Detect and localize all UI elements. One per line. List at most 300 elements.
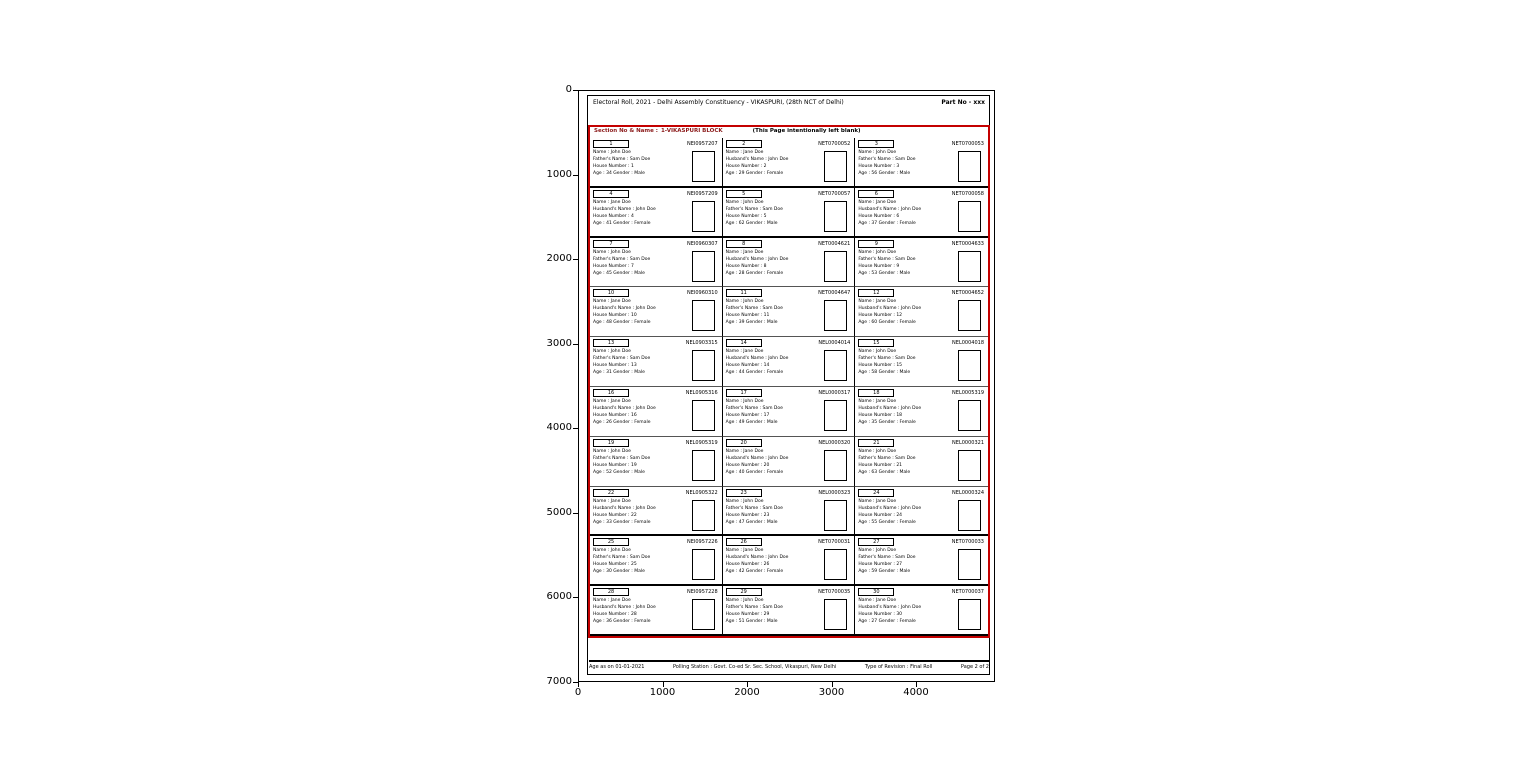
voter-details bbox=[858, 150, 952, 178]
epic-id: NET0700057 bbox=[818, 190, 851, 197]
voter-card bbox=[590, 487, 723, 537]
voter-detail-line: Age : 52 Gender : Male bbox=[593, 469, 645, 475]
y-tick-label: 3000 bbox=[546, 337, 572, 349]
photo-box bbox=[692, 300, 715, 331]
voter-detail-line: House Number : 9 bbox=[858, 263, 900, 269]
photo-box bbox=[958, 400, 981, 431]
voter-detail-line: Name : Jane Doe bbox=[858, 498, 897, 504]
voter-detail-line: Father's Name : Sam Doe bbox=[858, 256, 916, 262]
voter-detail-line: Name : Jane Doe bbox=[593, 199, 631, 205]
voter-detail-line: Age : 39 Gender : Male bbox=[725, 320, 778, 326]
voter-detail-line: Age : 29 Gender : Female bbox=[725, 170, 784, 176]
epic-id: NEL0005319 bbox=[952, 389, 984, 396]
voter-detail-line: Name : Jane Doe bbox=[593, 498, 631, 504]
voter-detail-line: House Number : 2 bbox=[725, 163, 767, 169]
voter-details bbox=[858, 548, 952, 576]
voter-detail-line: House Number : 15 bbox=[858, 363, 903, 369]
voter-detail-line: Husband's Name : John Doe bbox=[858, 306, 922, 312]
voter-detail-line: Name : John Doe bbox=[725, 199, 764, 205]
voter-detail-line: Name : Jane Doe bbox=[858, 398, 897, 404]
voter-detail-line: Age : 41 Gender : Female bbox=[593, 220, 651, 226]
serial-number-box: 12 bbox=[858, 289, 894, 297]
photo-box bbox=[824, 201, 847, 232]
x-tick-label: 3000 bbox=[818, 687, 845, 698]
voter-detail-line: Husband's Name : John Doe bbox=[858, 206, 922, 212]
photo-box bbox=[692, 400, 715, 431]
voter-detail-line: House Number : 16 bbox=[593, 412, 637, 418]
voter-detail-line: Husband's Name : John Doe bbox=[725, 256, 789, 262]
voter-details bbox=[858, 250, 952, 278]
epic-id: NEL0905322 bbox=[685, 489, 718, 496]
voter-details bbox=[593, 299, 686, 327]
voter-detail-line: House Number : 1 bbox=[593, 163, 634, 169]
epic-id: NET0700033 bbox=[951, 539, 984, 546]
voter-detail-line: House Number : 14 bbox=[725, 363, 770, 369]
x-tick-mark bbox=[663, 682, 664, 687]
voter-card bbox=[723, 138, 856, 188]
voter-detail-line: Age : 37 Gender : Female bbox=[858, 220, 916, 226]
voter-detail-line: Father's Name : Sam Doe bbox=[858, 555, 916, 561]
epic-id: NET0004652 bbox=[951, 290, 984, 297]
epic-id: NEI0957228 bbox=[687, 589, 718, 596]
voter-detail-line: Age : 51 Gender : Male bbox=[725, 619, 778, 625]
epic-id: NEL0000321 bbox=[952, 439, 984, 446]
serial-number-box: 19 bbox=[593, 439, 629, 447]
voter-detail-line: House Number : 28 bbox=[593, 612, 637, 618]
voter-detail-line: Name : John Doe bbox=[593, 548, 631, 554]
photo-box bbox=[958, 151, 981, 182]
voter-detail-line: Age : 53 Gender : Male bbox=[858, 270, 911, 276]
voter-card bbox=[855, 337, 988, 387]
voter-details bbox=[593, 399, 686, 427]
voter-card bbox=[590, 188, 723, 238]
voter-detail-line: Husband's Name : John Doe bbox=[593, 306, 656, 312]
epic-id: NET0700058 bbox=[951, 190, 984, 197]
voter-detail-line: Name : John Doe bbox=[858, 349, 897, 355]
voter-detail-line: Father's Name : Sam Doe bbox=[593, 256, 651, 262]
voter-detail-line: Name : John Doe bbox=[725, 598, 764, 604]
photo-box bbox=[958, 549, 981, 580]
epic-id: NET0700037 bbox=[951, 589, 984, 596]
voter-detail-line: House Number : 10 bbox=[593, 313, 637, 319]
voter-detail-line: Name : John Doe bbox=[725, 398, 764, 404]
voter-detail-line: Name : Jane Doe bbox=[725, 249, 764, 255]
voter-detail-line: House Number : 8 bbox=[725, 263, 767, 269]
voter-card bbox=[723, 337, 856, 387]
voter-detail-line: Age : 28 Gender : Female bbox=[725, 270, 784, 276]
voter-card bbox=[723, 487, 856, 537]
photo-box bbox=[692, 201, 715, 232]
voter-detail-line: House Number : 6 bbox=[858, 213, 900, 219]
voter-detail-line: Age : 35 Gender : Female bbox=[858, 419, 916, 425]
voter-detail-line: Father's Name : Sam Doe bbox=[593, 455, 651, 461]
voter-detail-line: House Number : 5 bbox=[725, 213, 767, 219]
voter-detail-line: Father's Name : Sam Doe bbox=[593, 555, 651, 561]
serial-number-box: 25 bbox=[593, 538, 629, 546]
voter-detail-line: House Number : 7 bbox=[593, 263, 634, 269]
voter-details bbox=[593, 150, 686, 178]
serial-number-box: 16 bbox=[593, 389, 629, 397]
photo-box bbox=[692, 599, 715, 630]
serial-number-box: 13 bbox=[593, 339, 629, 347]
voter-card bbox=[723, 387, 856, 437]
voter-detail-line: Name : John Doe bbox=[593, 249, 631, 255]
voter-details bbox=[858, 399, 952, 427]
voter-detail-line: Age : 42 Gender : Female bbox=[725, 569, 784, 575]
voter-detail-line: Name : Jane Doe bbox=[858, 299, 897, 305]
photo-box bbox=[692, 251, 715, 282]
voter-detail-line: Father's Name : Sam Doe bbox=[725, 405, 783, 411]
voter-detail-line: Name : John Doe bbox=[725, 299, 764, 305]
photo-box bbox=[824, 300, 847, 331]
epic-id: NEL0905319 bbox=[685, 439, 718, 446]
voter-card bbox=[723, 437, 856, 487]
serial-number-box: 27 bbox=[858, 538, 894, 546]
serial-number-box: 14 bbox=[726, 339, 762, 347]
document-title: Electoral Roll, 2021 - Delhi Assembly Constituency - VIKASPURI, (28th NCT of Delhi) bbox=[593, 99, 844, 106]
photo-box bbox=[958, 450, 981, 481]
voter-details bbox=[593, 598, 686, 626]
serial-number-box: 24 bbox=[858, 489, 894, 497]
voter-detail-line: Name : John Doe bbox=[593, 349, 631, 355]
voter-detail-line: Age : 36 Gender : Female bbox=[593, 619, 651, 625]
document-footer bbox=[589, 664, 989, 670]
voter-card bbox=[590, 536, 723, 586]
voter-detail-line: Name : Jane Doe bbox=[858, 199, 897, 205]
photo-box bbox=[824, 500, 847, 531]
x-tick-label: 1000 bbox=[649, 687, 676, 698]
voter-detail-line: Age : 56 Gender : Male bbox=[858, 170, 911, 176]
voter-detail-line: House Number : 18 bbox=[858, 412, 903, 418]
voter-detail-line: Father's Name : Sam Doe bbox=[725, 505, 783, 511]
epic-id: NEL0000317 bbox=[818, 389, 851, 396]
voter-detail-line: Husband's Name : John Doe bbox=[593, 605, 656, 611]
serial-number-box: 28 bbox=[593, 588, 629, 596]
photo-box bbox=[692, 500, 715, 531]
voter-details bbox=[726, 349, 819, 377]
footer-rule bbox=[589, 660, 989, 662]
voter-detail-line: Husband's Name : John Doe bbox=[593, 405, 656, 411]
voter-details bbox=[726, 598, 819, 626]
serial-number-box: 4 bbox=[593, 190, 629, 198]
voter-card bbox=[855, 586, 988, 636]
voter-detail-line: Name : John Doe bbox=[858, 548, 897, 554]
voter-details bbox=[726, 299, 819, 327]
serial-number-box: 22 bbox=[593, 489, 629, 497]
serial-number-box: 18 bbox=[858, 389, 894, 397]
voter-detail-line: Name : John Doe bbox=[593, 150, 631, 155]
serial-number-box: 6 bbox=[858, 190, 894, 198]
serial-number-box: 21 bbox=[858, 439, 894, 447]
part-number: Part No - xxx bbox=[941, 99, 985, 106]
serial-number-box: 8 bbox=[726, 240, 762, 248]
voter-detail-line: Name : John Doe bbox=[593, 448, 631, 454]
photo-box bbox=[692, 350, 715, 381]
y-tick-label: 4000 bbox=[546, 422, 572, 433]
voter-detail-line: Father's Name : Sam Doe bbox=[593, 356, 651, 362]
photo-box bbox=[958, 300, 981, 331]
voter-detail-line: Husband's Name : John Doe bbox=[725, 156, 789, 162]
voter-details bbox=[593, 449, 686, 477]
serial-number-box: 26 bbox=[726, 538, 762, 546]
serial-number-box: 9 bbox=[858, 240, 894, 248]
voter-detail-line: Father's Name : Sam Doe bbox=[593, 156, 651, 162]
voter-detail-line: Age : 48 Gender : Female bbox=[593, 320, 651, 326]
section-label: Section No & Name : bbox=[594, 128, 658, 134]
voter-card bbox=[590, 437, 723, 487]
voter-detail-line: Husband's Name : John Doe bbox=[858, 505, 922, 511]
voter-detail-line: Father's Name : Sam Doe bbox=[858, 455, 916, 461]
voter-detail-line: House Number : 23 bbox=[725, 512, 770, 518]
serial-number-box: 17 bbox=[726, 389, 762, 397]
voter-detail-line: House Number : 20 bbox=[725, 462, 770, 468]
voter-card bbox=[590, 586, 723, 636]
voter-detail-line: Age : 60 Gender : Female bbox=[858, 320, 916, 326]
voter-card bbox=[855, 487, 988, 537]
voter-detail-line: Husband's Name : John Doe bbox=[593, 206, 656, 212]
serial-number-box: 30 bbox=[858, 588, 894, 596]
epic-id: NEI0960310 bbox=[687, 290, 718, 297]
x-tick-mark bbox=[832, 682, 833, 687]
voter-detail-line: Father's Name : Sam Doe bbox=[725, 605, 783, 611]
voter-detail-line: Name : John Doe bbox=[858, 249, 897, 255]
voter-detail-line: House Number : 12 bbox=[858, 313, 903, 319]
epic-id: NEL0000324 bbox=[952, 489, 984, 496]
epic-id: NEI0960307 bbox=[687, 240, 718, 247]
photo-box bbox=[824, 450, 847, 481]
serial-number-box: 2 bbox=[726, 140, 762, 148]
photo-box bbox=[824, 599, 847, 630]
photo-box bbox=[958, 350, 981, 381]
epic-id: NET0700052 bbox=[818, 141, 851, 147]
voter-detail-line: House Number : 30 bbox=[858, 612, 903, 618]
voter-detail-line: Husband's Name : John Doe bbox=[858, 605, 922, 611]
voter-detail-line: Age : 27 Gender : Female bbox=[858, 619, 916, 625]
epic-id: NEL0905316 bbox=[685, 389, 718, 396]
photo-box bbox=[958, 500, 981, 531]
voter-details bbox=[726, 200, 819, 228]
epic-id: NEL0004018 bbox=[952, 340, 984, 347]
photo-box bbox=[692, 450, 715, 481]
epic-id: NET0700053 bbox=[951, 141, 984, 147]
serial-number-box: 15 bbox=[858, 339, 894, 347]
photo-box bbox=[824, 549, 847, 580]
voter-details bbox=[726, 449, 819, 477]
voter-details bbox=[858, 499, 952, 527]
section-header bbox=[594, 128, 984, 134]
footer-left: Age as on 01-01-2021 bbox=[589, 664, 645, 670]
voter-detail-line: Age : 30 Gender : Male bbox=[593, 569, 645, 575]
photo-box bbox=[824, 251, 847, 282]
voter-detail-line: House Number : 25 bbox=[593, 562, 637, 568]
voter-card bbox=[723, 287, 856, 337]
voter-detail-line: Father's Name : Sam Doe bbox=[725, 206, 783, 212]
voter-card bbox=[590, 238, 723, 288]
highlight-box bbox=[588, 125, 990, 638]
voter-detail-line: House Number : 19 bbox=[593, 462, 637, 468]
voter-detail-line: House Number : 26 bbox=[725, 562, 770, 568]
y-tick-label: 0 bbox=[565, 84, 572, 95]
voter-detail-line: Husband's Name : John Doe bbox=[858, 405, 922, 411]
photo-box bbox=[824, 400, 847, 431]
section-name: 1-VIKASPURI BLOCK bbox=[660, 128, 723, 134]
voter-detail-line: House Number : 4 bbox=[593, 213, 634, 219]
voter-detail-line: House Number : 11 bbox=[725, 313, 770, 319]
voter-card bbox=[723, 238, 856, 288]
voter-detail-line: Name : John Doe bbox=[725, 498, 764, 504]
voter-details bbox=[858, 349, 952, 377]
electoral-roll-page bbox=[578, 90, 995, 682]
y-tick-label: 1000 bbox=[546, 168, 572, 180]
voter-detail-line: Name : Jane Doe bbox=[593, 398, 631, 404]
serial-number-box: 3 bbox=[858, 140, 894, 148]
voter-card bbox=[855, 287, 988, 337]
voter-details bbox=[858, 598, 952, 626]
voter-detail-line: Name : Jane Doe bbox=[858, 598, 897, 604]
section-note: (This Page intentionally left blank) bbox=[752, 128, 861, 134]
photo-box bbox=[958, 201, 981, 232]
voter-details bbox=[593, 499, 686, 527]
voter-detail-line: Name : Jane Doe bbox=[725, 349, 764, 355]
voter-details bbox=[593, 548, 686, 576]
voter-detail-line: House Number : 22 bbox=[593, 512, 637, 518]
voter-detail-line: Age : 31 Gender : Male bbox=[593, 370, 645, 376]
voter-detail-line: Age : 33 Gender : Female bbox=[593, 519, 651, 525]
voter-card bbox=[855, 238, 988, 288]
voter-detail-line: Age : 55 Gender : Female bbox=[858, 519, 916, 525]
voter-detail-line: Age : 26 Gender : Female bbox=[593, 419, 651, 425]
voter-detail-line: Father's Name : Sam Doe bbox=[858, 156, 916, 162]
document-header bbox=[593, 99, 985, 106]
epic-id: NEI0957209 bbox=[687, 190, 718, 197]
voter-detail-line: Age : 49 Gender : Male bbox=[725, 419, 778, 425]
x-tick-label: 2000 bbox=[734, 687, 760, 698]
epic-id: NET0700031 bbox=[818, 539, 851, 546]
serial-number-box: 20 bbox=[726, 439, 762, 447]
voter-detail-line: Husband's Name : John Doe bbox=[725, 455, 789, 461]
voter-detail-line: Age : 45 Gender : Male bbox=[593, 270, 645, 276]
footer-page-number: Page 2 of 2 bbox=[960, 664, 989, 670]
epic-id: NEI0957207 bbox=[687, 141, 718, 147]
x-tick-label: 0 bbox=[574, 687, 582, 698]
voter-details bbox=[726, 548, 819, 576]
x-tick-mark bbox=[916, 682, 917, 687]
voter-card bbox=[855, 437, 988, 487]
footer-right: Type of Revision : Final Roll bbox=[864, 664, 933, 670]
serial-number-box: 29 bbox=[726, 588, 762, 596]
voter-card bbox=[590, 337, 723, 387]
voter-details bbox=[858, 299, 952, 327]
y-tick-label: 5000 bbox=[546, 506, 572, 518]
voter-detail-line: House Number : 3 bbox=[858, 163, 900, 169]
serial-number-box: 5 bbox=[726, 190, 762, 198]
voter-detail-line: Age : 63 Gender : Male bbox=[858, 469, 911, 475]
voter-card bbox=[590, 138, 723, 188]
voter-detail-line: Name : Jane Doe bbox=[725, 548, 764, 554]
x-tick-label: 4000 bbox=[903, 687, 929, 698]
epic-id: NET0004647 bbox=[818, 290, 851, 297]
serial-number-box: 1 bbox=[593, 140, 629, 148]
photo-box bbox=[824, 350, 847, 381]
voter-details bbox=[726, 499, 819, 527]
voter-detail-line: House Number : 13 bbox=[593, 363, 637, 369]
voter-detail-line: Name : John Doe bbox=[858, 448, 897, 454]
voter-card bbox=[723, 586, 856, 636]
voter-detail-line: Father's Name : Sam Doe bbox=[725, 306, 783, 312]
voter-detail-line: Father's Name : Sam Doe bbox=[858, 356, 916, 362]
epic-id: NEI0957226 bbox=[687, 539, 718, 546]
voter-detail-line: House Number : 29 bbox=[725, 612, 770, 618]
voter-detail-line: House Number : 24 bbox=[858, 512, 903, 518]
voter-detail-line: Age : 59 Gender : Male bbox=[858, 569, 911, 575]
voter-card bbox=[723, 188, 856, 238]
voter-detail-line: Age : 44 Gender : Female bbox=[725, 370, 784, 376]
voter-card bbox=[855, 387, 988, 437]
voter-details bbox=[593, 200, 686, 228]
photo-box bbox=[692, 549, 715, 580]
voter-detail-line: Age : 62 Gender : Male bbox=[725, 220, 778, 226]
voter-detail-line: Name : Jane Doe bbox=[593, 299, 631, 305]
photo-box bbox=[824, 151, 847, 182]
footer-center: Polling Station : Govt. Co-ed Sr. Sec. School, Vikaspuri, New Delhi bbox=[672, 664, 837, 670]
voter-card bbox=[855, 536, 988, 586]
voter-detail-line: Age : 58 Gender : Male bbox=[858, 370, 911, 376]
voter-detail-line: Husband's Name : John Doe bbox=[725, 356, 789, 362]
voter-detail-line: Age : 40 Gender : Female bbox=[725, 469, 784, 475]
photo-box bbox=[958, 251, 981, 282]
x-tick-mark bbox=[747, 682, 748, 687]
serial-number-box: 7 bbox=[593, 240, 629, 248]
epic-id: NEL0000320 bbox=[818, 439, 851, 446]
voter-details bbox=[726, 399, 819, 427]
voter-details bbox=[726, 250, 819, 278]
epic-id: NEL0004014 bbox=[818, 340, 851, 347]
photo-box bbox=[958, 599, 981, 630]
y-tick-label: 7000 bbox=[546, 675, 572, 687]
voter-detail-line: Husband's Name : John Doe bbox=[725, 555, 789, 561]
y-tick-label: 6000 bbox=[546, 591, 572, 602]
voter-detail-line: Age : 34 Gender : Male bbox=[593, 170, 645, 176]
voter-detail-line: House Number : 27 bbox=[858, 562, 903, 568]
voter-card bbox=[723, 536, 856, 586]
photo-box bbox=[692, 151, 715, 182]
y-tick-label: 2000 bbox=[546, 253, 572, 264]
voter-detail-line: Name : Jane Doe bbox=[593, 598, 631, 604]
voter-detail-line: Name : Jane Doe bbox=[725, 448, 764, 454]
voter-detail-line: Name : John Doe bbox=[858, 150, 897, 155]
serial-number-box: 11 bbox=[726, 289, 762, 297]
card-grid bbox=[590, 138, 988, 636]
x-tick-mark bbox=[578, 682, 579, 687]
voter-details bbox=[726, 150, 819, 178]
serial-number-box: 23 bbox=[726, 489, 762, 497]
voter-detail-line: House Number : 17 bbox=[725, 412, 770, 418]
voter-details bbox=[858, 200, 952, 228]
voter-details bbox=[593, 349, 686, 377]
voter-card bbox=[855, 188, 988, 238]
voter-details bbox=[858, 449, 952, 477]
epic-id: NET0004633 bbox=[951, 240, 984, 247]
voter-detail-line: Age : 47 Gender : Male bbox=[725, 519, 778, 525]
voter-detail-line: Name : Jane Doe bbox=[725, 150, 764, 155]
epic-id: NEL0000323 bbox=[818, 489, 851, 496]
serial-number-box: 10 bbox=[593, 289, 629, 297]
voter-card bbox=[590, 387, 723, 437]
epic-id: NET0004621 bbox=[818, 240, 851, 247]
voter-detail-line: House Number : 21 bbox=[858, 462, 903, 468]
voter-card bbox=[855, 138, 988, 188]
epic-id: NET0700035 bbox=[818, 589, 851, 596]
